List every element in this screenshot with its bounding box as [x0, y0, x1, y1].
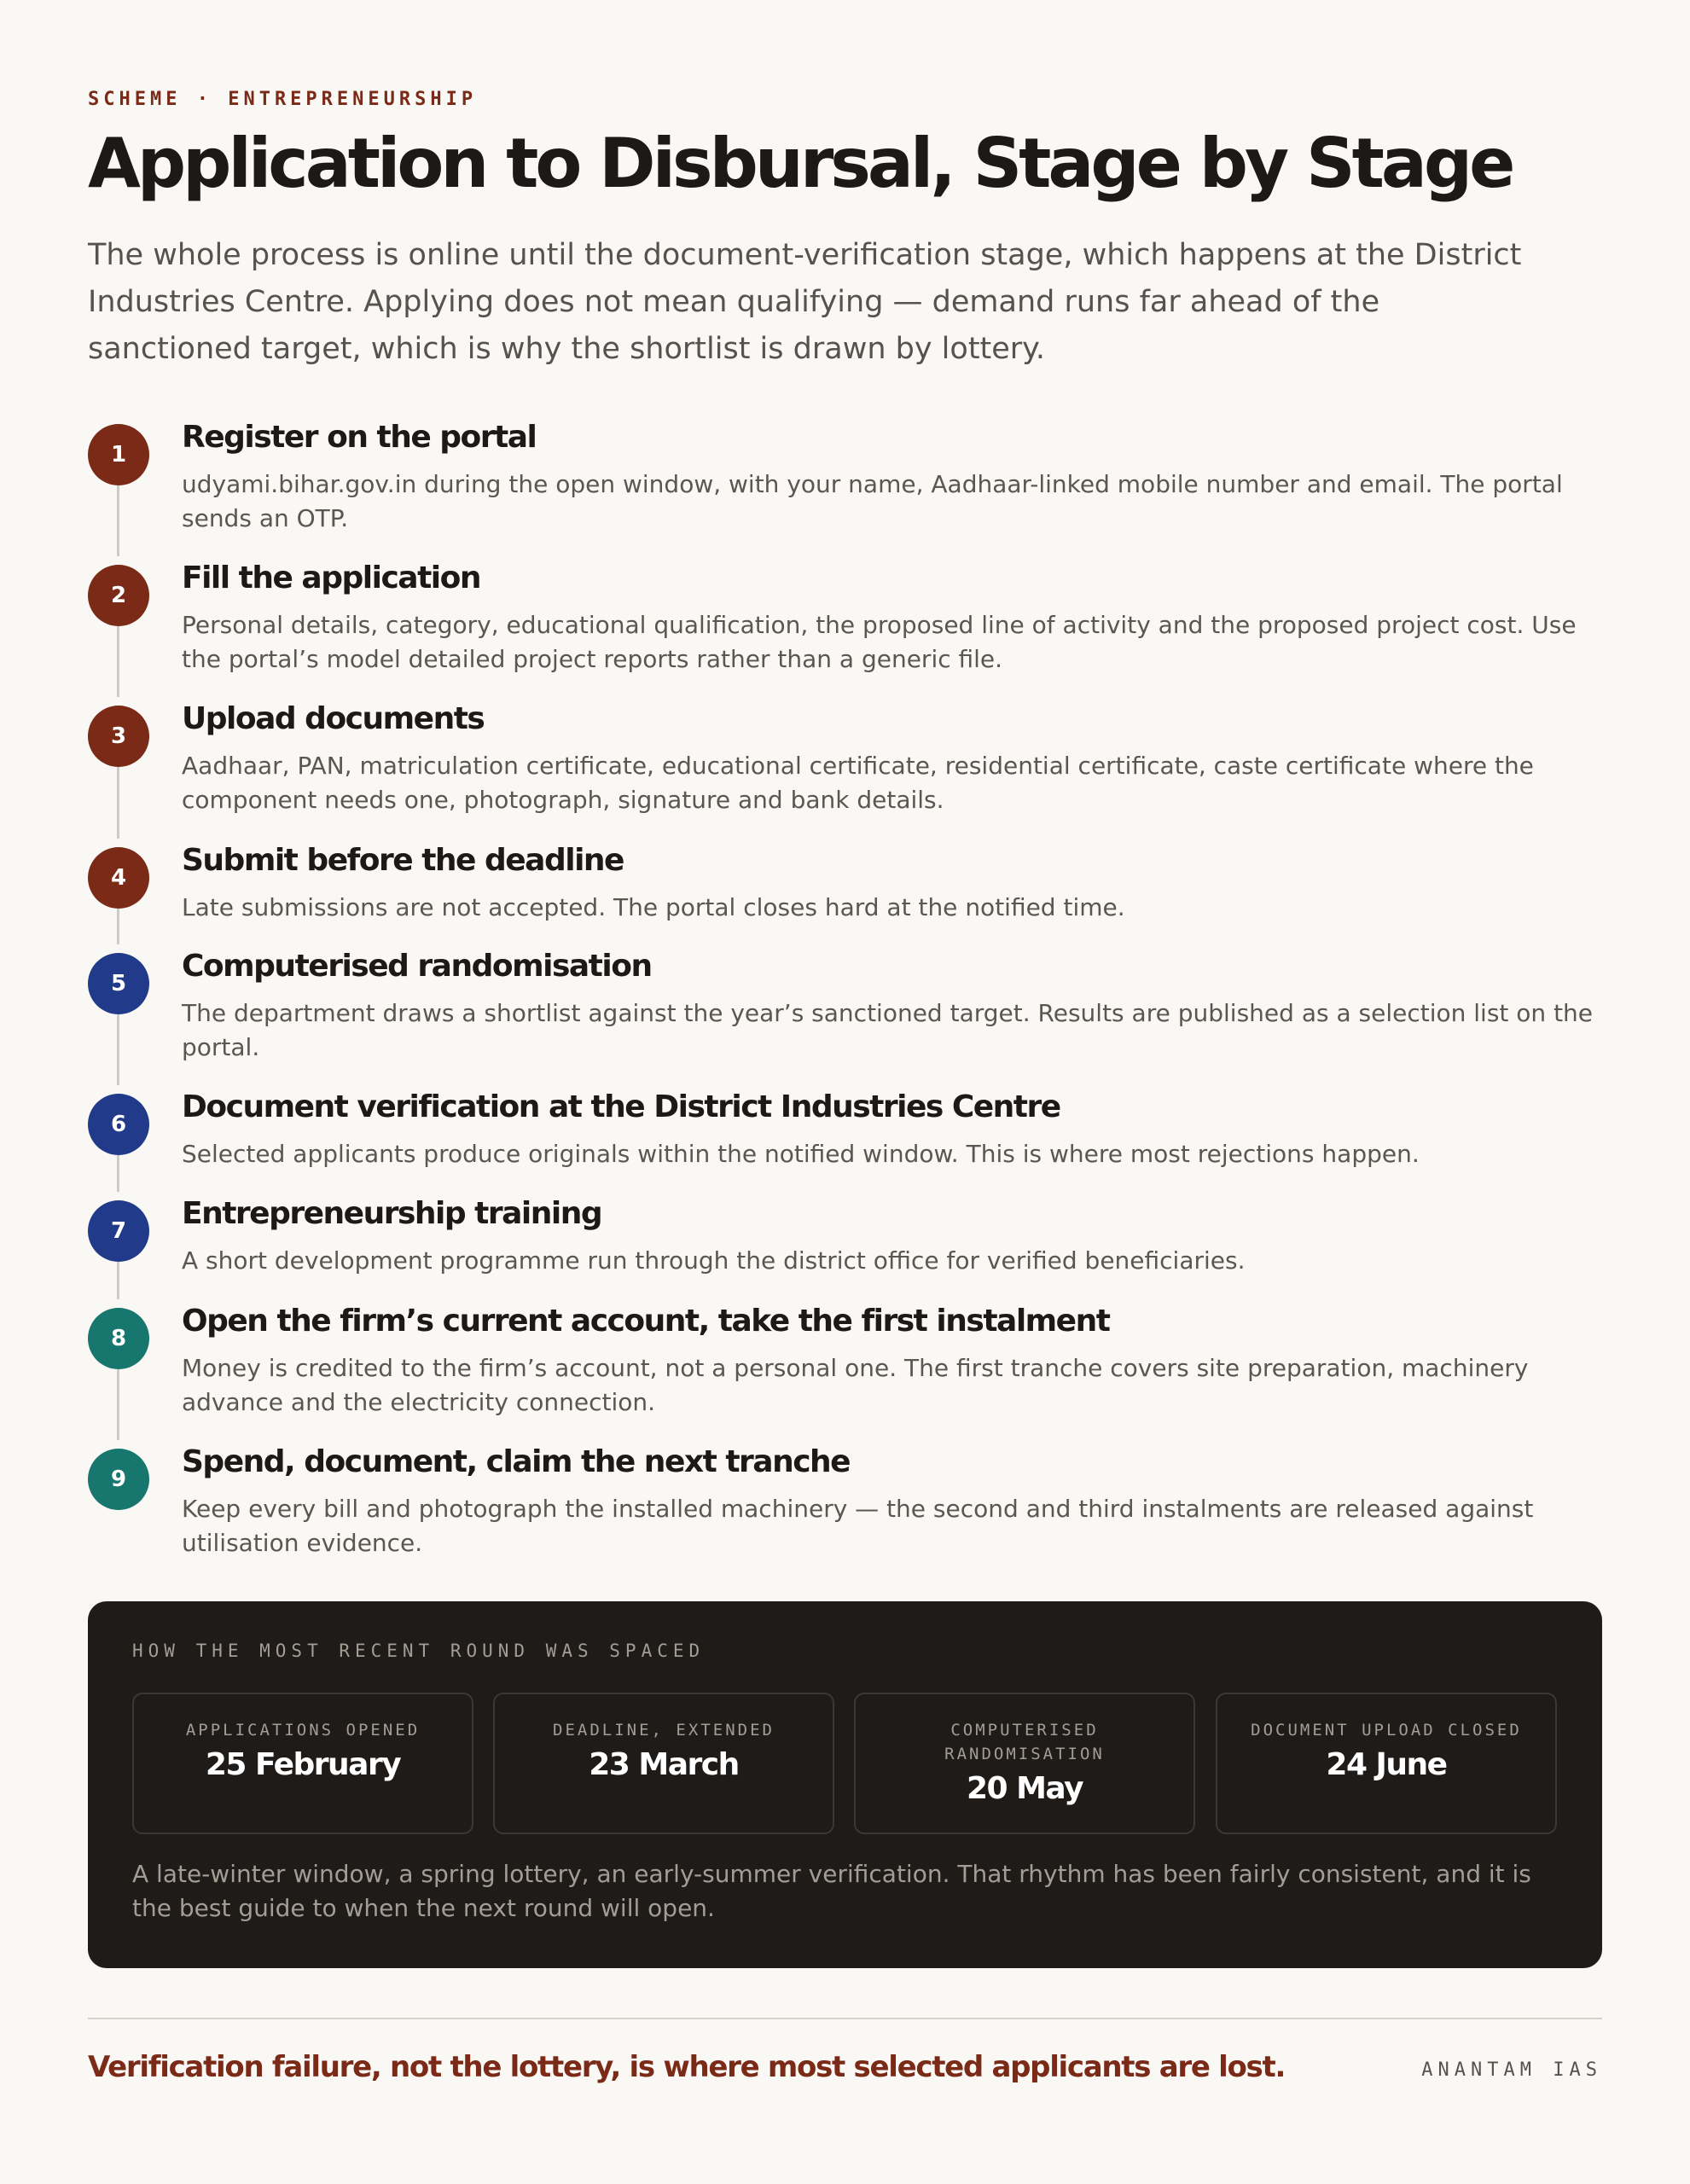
- date-card-randomisation: [854, 1693, 1195, 1834]
- step-title: Upload documents: [182, 701, 485, 736]
- step-title: Register on the portal: [182, 420, 537, 455]
- step-connector: [117, 626, 119, 697]
- step-number-badge: 9: [88, 1449, 149, 1510]
- step-number-badge: 3: [88, 706, 149, 767]
- step-title: Submit before the deadline: [182, 843, 624, 878]
- date-card-label: APPLICATIONS OPENED: [185, 1721, 421, 1740]
- step-description: Late submissions are not accepted. The portal closes hard at the notified time.: [182, 893, 1125, 921]
- date-card-upload-closed: [1216, 1693, 1557, 1834]
- step-number-badge: 8: [88, 1308, 149, 1369]
- step-description: Personal details, category, educational qualification, the proposed line of activity and the proposed project cost. Use the portal’s model detailed project reports rather than a generic file.: [182, 611, 1577, 673]
- date-card-label: DOCUMENT UPLOAD CLOSED: [1251, 1721, 1522, 1740]
- step-title: Computerised randomisation: [182, 949, 652, 984]
- step-description: Aadhaar, PAN, matriculation certificate, educational certificate, residential certificate, caste certificate where the component needs one, photograph, signature and bank details.: [182, 752, 1534, 814]
- step-connector: [117, 1014, 119, 1085]
- step-number-badge: 7: [88, 1200, 149, 1262]
- step-title: Spend, document, claim the next tranche: [182, 1444, 851, 1479]
- step-number-badge: 5: [88, 953, 149, 1014]
- step-description: The department draws a shortlist against the year’s sanctioned target. Results are published as a selection list on the portal.: [182, 999, 1594, 1061]
- recent-round-panel: [88, 1601, 1602, 1968]
- panel-heading: HOW THE MOST RECENT ROUND WAS SPACED: [132, 1641, 706, 1661]
- date-card-label: COMPUTERISED RANDOMISATION: [944, 1721, 1105, 1763]
- step-description: Money is credited to the firm’s account, not a personal one. The first tranche covers site preparation, machinery advance and the electricity connection.: [182, 1354, 1529, 1416]
- section-eyebrow: SCHEME · ENTREPRENEURSHIP: [88, 89, 478, 110]
- step-connector: [117, 909, 119, 944]
- date-card-value: 23 March: [589, 1747, 739, 1782]
- step-title: Fill the application: [182, 561, 480, 595]
- date-card-label: DEADLINE, EXTENDED: [553, 1721, 775, 1740]
- date-card-value: 20 May: [966, 1771, 1083, 1806]
- page-title: Application to Disbursal, Stage by Stage: [88, 124, 1513, 203]
- brand-wordmark: ANANTAM IAS: [1421, 2059, 1602, 2081]
- step-connector: [117, 767, 119, 839]
- step-title: Open the firm’s current account, take the first instalment: [182, 1304, 1110, 1339]
- step-number-badge: 1: [88, 424, 149, 485]
- step-number-badge: 6: [88, 1094, 149, 1155]
- step-number-badge: 4: [88, 847, 149, 909]
- intro-paragraph: The whole process is online until the document-verification stage, which happens at the District Industries Centre. Applying does not mean qualifying — demand runs far ahead of the sanctioned target, which is why the shortlist is drawn by lottery.: [88, 238, 1522, 366]
- step-description: udyami.bihar.gov.in during the open window, with your name, Aadhaar-linked mobile number and email. The portal sends an OTP.: [182, 470, 1563, 532]
- step-number-badge: 2: [88, 565, 149, 626]
- date-card-value: 25 February: [205, 1747, 401, 1782]
- date-card-deadline: [493, 1693, 834, 1834]
- footer-divider: [88, 2018, 1602, 2019]
- date-card-value: 24 June: [1326, 1747, 1447, 1782]
- step-description: A short development programme run through the district office for verified beneficiaries.: [182, 1246, 1246, 1275]
- panel-note: A late-winter window, a spring lottery, an early-summer verification. That rhythm has been fairly consistent, and it is the best guide to when the next round will open.: [132, 1860, 1531, 1922]
- step-connector: [117, 1262, 119, 1299]
- step-connector: [117, 485, 119, 556]
- step-title: Document verification at the District Industries Centre: [182, 1089, 1060, 1124]
- step-connector: [117, 1369, 119, 1440]
- date-card-applications-opened: [132, 1693, 473, 1834]
- step-description: Keep every bill and photograph the installed machinery — the second and third instalments are released against utilisation evidence.: [182, 1495, 1534, 1557]
- footer-takeaway: Verification failure, not the lottery, is where most selected applicants are lost.: [88, 2050, 1286, 2084]
- step-title: Entrepreneurship training: [182, 1196, 602, 1231]
- step-description: Selected applicants produce originals within the notified window. This is where most rejections happen.: [182, 1140, 1420, 1168]
- step-connector: [117, 1155, 119, 1192]
